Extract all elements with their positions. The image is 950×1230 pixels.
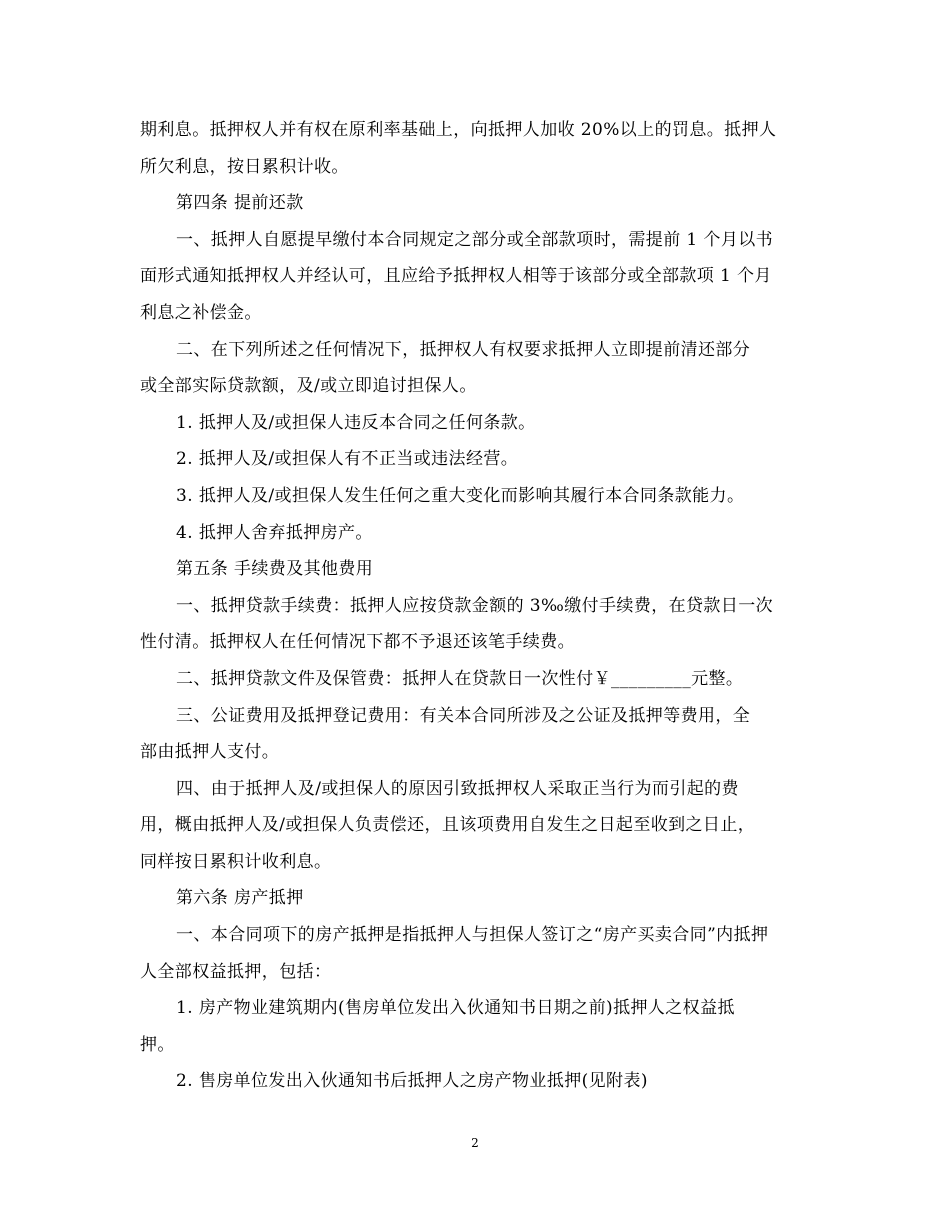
text-line: 面形式通知抵押权人并经认可，且应给予抵押权人相等于该部分或全部款项 1 个月 — [140, 266, 772, 287]
text-line: 人全部权益抵押，包括： — [140, 961, 332, 982]
text-line: 或全部实际贷款额，及/或立即追讨担保人。 — [140, 376, 477, 397]
text-line: 期利息。抵押权人并有权在原利率基础上，向抵押人加收 20%以上的罚息。抵押人 — [140, 120, 777, 140]
text-line: 一、抵押人自愿提早缴付本合同规定之部分或全部款项时，需提前 1 个月以书 — [176, 229, 774, 250]
article-heading: 第六条 房产抵押 — [176, 888, 304, 909]
text-line: 性付清。抵押权人在任何情况下都不予退还该笔手续费。 — [140, 632, 575, 653]
list-item: 2. 抵押人及/或担保人有不正当或违法经营。 — [176, 449, 519, 470]
text-line: 押。 — [140, 1034, 175, 1055]
list-item: 1. 房产物业建筑期内(售房单位发出入伙通知书日期之前)抵押人之权益抵 — [176, 998, 735, 1019]
text-line: 一、本合同项下的房产抵押是指抵押人与担保人签订之“房产买卖合同”内抵押 — [176, 925, 769, 946]
list-item: 1. 抵押人及/或担保人违反本合同之任何条款。 — [176, 412, 536, 433]
text-line: 三、公证费用及抵押登记费用：有关本合同所涉及之公证及抵押等费用，全 — [176, 705, 751, 726]
article-heading: 第四条 提前还款 — [176, 193, 304, 214]
text-line: 所欠利息，按日累积计收。 — [140, 156, 349, 177]
text-line: 四、由于抵押人及/或担保人的原因引致抵押权人采取正当行为而引起的费 — [176, 778, 739, 799]
page-number: 2 — [471, 1136, 479, 1150]
text-line: 一、抵押贷款手续费：抵押人应按贷款金额的 3‰缴付手续费，在贷款日一次 — [176, 595, 774, 616]
text-line: 同样按日累积计收利息。 — [140, 851, 332, 872]
text-line: 二、在下列所述之任何情况下，抵押权人有权要求抵押人立即提前清还部分 — [176, 339, 751, 360]
list-item: 2. 售房单位发出入伙通知书后抵押人之房产物业抵押(见附表) — [176, 1071, 648, 1092]
text-line: 部由抵押人支付。 — [140, 742, 280, 763]
text-line: 二、抵押贷款文件及保管费：抵押人在贷款日一次性付￥_________元整。 — [176, 668, 744, 689]
text-line: 用，概由抵押人及/或担保人负责偿还，且该项费用自发生之日起至收到之日止， — [140, 815, 756, 836]
article-heading: 第五条 手续费及其他费用 — [176, 559, 374, 580]
list-item: 3. 抵押人及/或担保人发生任何之重大变化而影响其履行本合同条款能力。 — [176, 485, 745, 506]
list-item: 4. 抵押人舍弃抵押房产。 — [176, 522, 373, 543]
body-text — [140, 112, 812, 1100]
text-line: 利息之补偿金。 — [140, 302, 262, 323]
